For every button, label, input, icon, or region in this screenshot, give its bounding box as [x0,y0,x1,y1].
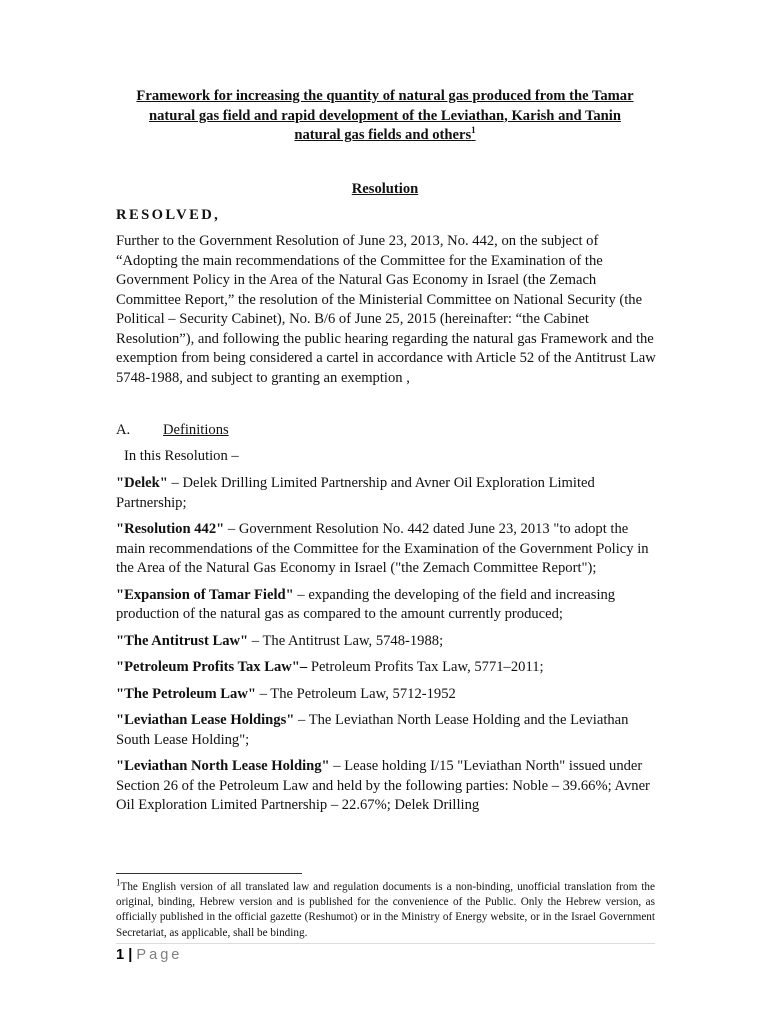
document-title [100,87,670,146]
footnote-text: The English version of all translated law and regulation documents is a non-binding, unofficial translation from the original, binding, Hebrew version and is published for the convenience of the Public. Only the Hebrew version, as officially published in the official gazette (Reshumot) or in the Ministry of Energy website, or in the Israel Government Secretariat, as applicable, shall be binding. [116,881,655,939]
definition-text: – expanding the developing of the field and increasing production of the natural gas as compared to the amount currently produced; [116,586,616,622]
title-footnote-mark[interactable]: 1 [471,125,476,136]
title-line-2: natural gas field and rapid development of the Leviathan, Karish and Tanin [149,107,621,124]
in-this-resolution: In this Resolution – [124,448,239,464]
section-a-heading [116,421,229,441]
definition-term: "Petroleum Profits Tax Law"– [116,659,308,675]
definitions-list [116,474,656,823]
definition-text: – The Leviathan North Lease Holding and the Leviathan South Lease Holding"; [116,712,629,748]
definition-text: – Delek Drilling Limited Partnership and Avner Oil Exploration Limited Partnership; [116,475,595,511]
definition-term: "Resolution 442" [116,521,225,537]
definition-item [116,658,656,678]
definition-item [116,520,656,579]
title-line-1: Framework for increasing the quantity of natural gas produced from the Tamar [136,88,634,104]
definition-term: "The Antitrust Law" [116,632,249,649]
page-number: 1 [116,947,125,963]
page-label: Page [136,947,183,963]
definition-term: "Leviathan North Lease Holding" [116,758,330,774]
definition-term: "Leviathan Lease Holdings" [116,712,295,728]
section-a-number: A. [116,422,131,438]
definition-text: – Government Resolution No. 442 dated June 23, 2013 "to adopt the main recommendations of the Committee for the Examination of the Government Policy in the Area of the Natural Gas Economy in Israel ("the Zemach Committee Report"); [116,521,649,576]
definition-term: "Delek" [116,475,168,491]
definition-term: "The Petroleum Law" [116,685,256,702]
resolved-label: RESOLVED, [116,207,221,223]
definition-text: – The Antitrust Law, 5748-1988; [248,632,444,649]
definition-item [116,474,656,513]
title-line-3: natural gas fields and others [294,127,472,143]
page-footer [116,945,182,965]
definition-item [116,586,656,625]
footnote-mark: 1 [116,877,121,888]
section-a-label: Definitions [163,422,229,438]
intro-paragraph: Further to the Government Resolution of June 23, 2013, No. 442, on the subject of “Adopting the main recommendations of the Committee for the Examination of the Government Policy in the Area of the Natural Gas Economy in Israel (the Zemach Committee Report,” the resolution of the Ministerial Committee on National Security (the Political – Security Cabinet), No. B/6 of June 25, 2015 (hereinafter: “the Cabinet Resolution”), and following the public hearing regarding the natural gas Framework and the exemption from being considered a cartel in accordance with Article 52 of the Antitrust Law 5748-1988, and subject to granting an exemption , [116,233,656,386]
definition-term: "Expansion of Tamar Field" [116,586,294,603]
definition-text: Petroleum Profits Tax Law, 5771–2011; [307,659,544,675]
definition-text: – The Petroleum Law, 5712-1952 [255,685,456,702]
footnote [116,877,655,941]
definition-text: – Lease holding I/15 "Leviathan North" issued under Section 26 of the Petroleum Law and held by the following parties: Noble – 39.66%; Avner Oil Exploration Limited Partnership – 22.67%; Delek Drilling [116,758,650,813]
footnote-separator [116,873,302,874]
footer-divider [116,943,655,944]
page-separator: | [128,947,133,963]
definition-item [116,757,656,816]
definition-item [116,632,656,652]
resolution-heading: Resolution [351,181,419,197]
definition-item [116,711,656,750]
definition-item [116,685,656,705]
